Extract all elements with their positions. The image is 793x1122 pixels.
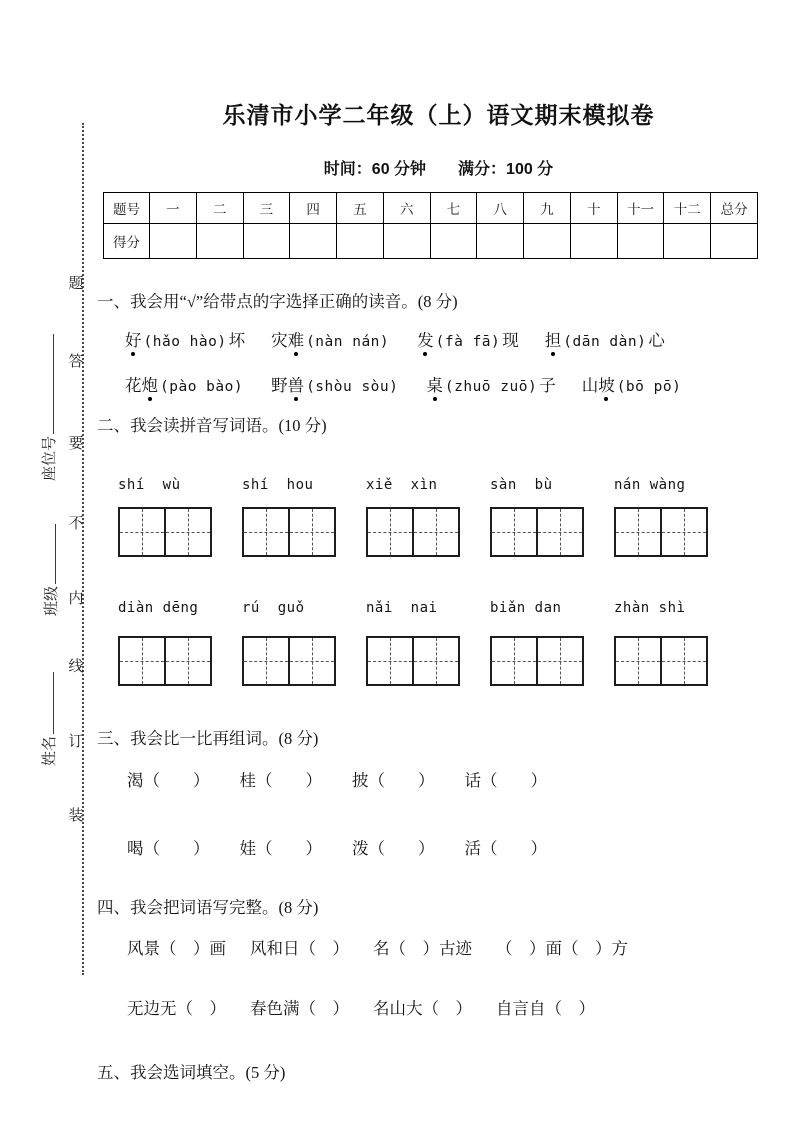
- col-header: 十二: [664, 193, 711, 224]
- q2-grid-row2: [97, 636, 779, 686]
- pinyin-label: nán wàng: [614, 477, 686, 493]
- col-header: 二: [196, 193, 243, 224]
- score-label: 得分: [104, 224, 150, 259]
- writing-cell: [492, 638, 536, 684]
- q2-grid-row1: [97, 507, 779, 557]
- writing-cell: [244, 638, 288, 684]
- writing-cell: [536, 509, 582, 555]
- writing-grid: [614, 507, 708, 557]
- word-blank-item: 娃（ ）: [239, 839, 322, 858]
- score-cell: [617, 224, 664, 259]
- binding-char: 要: [68, 436, 84, 452]
- word-blank-item: 自言自（ ）: [496, 999, 595, 1018]
- q5-title: 五、我会选词填空。(5 分): [97, 1063, 286, 1082]
- q4-row1: [97, 935, 779, 959]
- class-blank: [43, 524, 56, 584]
- binding-char: 不: [68, 516, 84, 532]
- col-header: 四: [290, 193, 337, 224]
- q2-pinyin-row2: [97, 600, 779, 616]
- q4-row2: [97, 995, 779, 1019]
- writing-cell: [412, 638, 458, 684]
- q1-line2: [97, 372, 779, 396]
- pinyin-label: rú guǒ: [242, 600, 305, 616]
- writing-cell: [368, 509, 412, 555]
- score-cell: [383, 224, 430, 259]
- writing-grid: [242, 636, 336, 686]
- score-table-score-row: [104, 224, 758, 259]
- class-label: 班级: [44, 585, 60, 616]
- q3-title: 三、我会比一比再组词。(8 分): [97, 729, 319, 748]
- writing-grid: [118, 636, 212, 686]
- score-cell: [524, 224, 571, 259]
- word-blank-item: （ ）面（ ）方: [496, 939, 628, 958]
- class-field: [40, 524, 61, 616]
- exam-title: 乐清市小学二年级（上）语文期末模拟卷: [222, 102, 655, 128]
- binding-char: 装: [68, 808, 84, 824]
- pinyin-label: biǎn dan: [490, 600, 562, 616]
- score-cell: [243, 224, 290, 259]
- writing-cell: [616, 638, 660, 684]
- writing-cell: [660, 638, 706, 684]
- seat-number-blank: [41, 334, 54, 434]
- writing-cell: [660, 509, 706, 555]
- writing-cell: [368, 638, 412, 684]
- binding-char: 订: [68, 734, 84, 750]
- col-header: 八: [477, 193, 524, 224]
- writing-cell: [288, 509, 334, 555]
- binding-dotted-line: [82, 123, 84, 975]
- pinyin-label: diàn dēng: [118, 600, 199, 616]
- score-table-header-row: [104, 193, 758, 224]
- score-cell: [570, 224, 617, 259]
- writing-cell: [412, 509, 458, 555]
- pinyin-label: zhàn shì: [614, 600, 686, 616]
- word-blank-item: 渴（ ）: [127, 771, 210, 790]
- word-blank-item: 风和日（ ）: [250, 939, 349, 958]
- score-table: [103, 192, 758, 259]
- q3-row1: [97, 767, 779, 791]
- pronunciation-item: 发 (fà fā) 现: [417, 327, 519, 351]
- writing-grid: [490, 636, 584, 686]
- q3-row2: [97, 835, 779, 859]
- q1-title: 一、我会用“√”给带点的字选择正确的读音。(8 分): [97, 292, 458, 311]
- col-header: 十一: [617, 193, 664, 224]
- binding-char: 线: [68, 659, 84, 675]
- score-cell: [430, 224, 477, 259]
- writing-grid: [614, 636, 708, 686]
- col-header: 总分: [711, 193, 758, 224]
- score-cell: [150, 224, 197, 259]
- writing-grid: [242, 507, 336, 557]
- writing-cell: [244, 509, 288, 555]
- col-header: 一: [150, 193, 197, 224]
- pronunciation-item: 灾难 (nàn nán): [271, 327, 391, 351]
- writing-cell: [120, 509, 164, 555]
- word-blank-item: 披（ ）: [352, 771, 435, 790]
- writing-cell: [492, 509, 536, 555]
- writing-cell: [536, 638, 582, 684]
- score-cell: [337, 224, 384, 259]
- pronunciation-item: 花炮 (pào bào): [125, 372, 245, 396]
- binding-char: 题: [68, 276, 84, 292]
- word-blank-item: 喝（ ）: [127, 839, 210, 858]
- col-header: 七: [430, 193, 477, 224]
- writing-grid: [490, 507, 584, 557]
- pinyin-label: shí hou: [242, 477, 314, 493]
- exam-meta: 时间：60 分钟 满分：100 分: [323, 161, 554, 178]
- score-cell: [196, 224, 243, 259]
- section-q1-title: [97, 288, 779, 312]
- question-number-label: 题号: [104, 193, 150, 224]
- writing-grid: [366, 507, 460, 557]
- writing-grid: [118, 507, 212, 557]
- q2-pinyin-row1: [97, 477, 779, 493]
- pronunciation-item: 野兽 (shòu sòu): [271, 372, 400, 396]
- score-cell: [290, 224, 337, 259]
- word-blank-item: 名山大（ ）: [373, 999, 472, 1018]
- writing-cell: [616, 509, 660, 555]
- q1-line1: [97, 327, 779, 351]
- word-blank-item: 风景（ ）画: [127, 939, 226, 958]
- pronunciation-item: 桌 (zhuō zuō) 子: [426, 372, 555, 396]
- pronunciation-item: 山坡 (bō pō): [582, 372, 684, 396]
- word-blank-item: 无边无（ ）: [127, 999, 226, 1018]
- seat-number-label: 座位号: [42, 435, 58, 481]
- word-blank-item: 桂（ ）: [239, 771, 322, 790]
- word-blank-item: 泼（ ）: [352, 839, 435, 858]
- pinyin-label: shí wù: [118, 477, 181, 493]
- pronunciation-item: 好 (hǎo hào) 坏: [125, 327, 245, 351]
- writing-cell: [288, 638, 334, 684]
- seat-number-field: [38, 334, 59, 481]
- col-header: 五: [337, 193, 384, 224]
- section-q2-title: [97, 412, 779, 436]
- score-cell: [477, 224, 524, 259]
- binding-char: 内: [68, 591, 84, 607]
- q2-title: 二、我会读拼音写词语。(10 分): [97, 416, 327, 435]
- name-field: [38, 672, 59, 766]
- col-header: 六: [383, 193, 430, 224]
- word-blank-item: 活（ ）: [464, 839, 547, 858]
- pinyin-label: xiě xìn: [366, 477, 438, 493]
- word-blank-item: 话（ ）: [464, 771, 547, 790]
- word-blank-item: 名（ ）古迹: [373, 939, 472, 958]
- col-header: 十: [570, 193, 617, 224]
- name-label: 姓名: [42, 735, 58, 766]
- section-q5-title: [97, 1059, 779, 1083]
- pinyin-label: nǎi nai: [366, 600, 438, 616]
- q4-title: 四、我会把词语写完整。(8 分): [97, 898, 319, 917]
- pinyin-label: sàn bù: [490, 477, 553, 493]
- col-header: 三: [243, 193, 290, 224]
- binding-char: 答: [68, 354, 84, 370]
- section-q3-title: [97, 725, 779, 749]
- col-header: 九: [524, 193, 571, 224]
- writing-cell: [164, 509, 210, 555]
- writing-grid: [366, 636, 460, 686]
- score-cell: [664, 224, 711, 259]
- writing-cell: [164, 638, 210, 684]
- section-q4-title: [97, 894, 779, 918]
- word-blank-item: 春色满（ ）: [250, 999, 349, 1018]
- name-blank: [41, 672, 54, 734]
- writing-cell: [120, 638, 164, 684]
- score-cell: [711, 224, 758, 259]
- pronunciation-item: 担 (dān dàn) 心: [545, 327, 665, 351]
